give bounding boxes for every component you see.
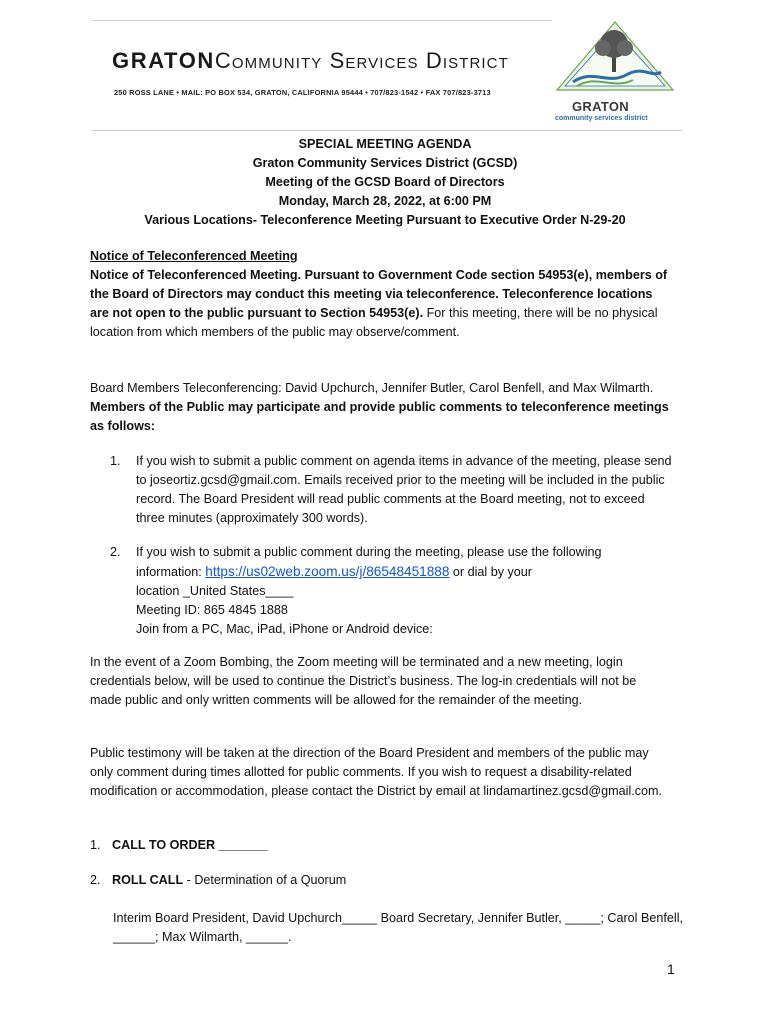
roll-call-text: Interim Board President, David Upchurch_____ Board Secretary, Jennifer Butler, _____; Carol Benfell, ______; Max Wilmarth, ______.	[113, 911, 683, 944]
district-address: 250 ROSS LANE • MAIL: PO BOX 534, GRATON, CALIFORNIA 95444 • 707/823-1542 • FAX 707/823-3713	[114, 88, 491, 97]
list-item-number: 1.	[110, 454, 121, 468]
board-paragraph	[90, 379, 670, 436]
agenda-item-label: CALL TO ORDER _______	[112, 838, 268, 852]
notice-plain-text: For this meeting, there will be no physical location from which members of the public may observe/comment.	[90, 306, 658, 339]
zoom-info-line	[136, 562, 672, 582]
district-name-line: Graton Community Services District (GCSD)	[252, 156, 518, 170]
dial-text: or dial by your	[449, 565, 533, 579]
district-title	[112, 48, 509, 74]
header-rule-top	[92, 20, 552, 21]
notice-bold-text: Notice of Teleconferenced Meeting. Pursuant to Government Code section 54953(e), members of the Board of Directors may conduct this meeting via teleconference. Teleconference locations are not open to the public pursuant to Section 54953(e).	[90, 268, 668, 320]
testimony-paragraph: Public testimony will be taken at the direction of the Board President and members of the public may only comment during times allotted for public comments. If you wish to request a disability-related modification or accommodation, please contact the District by email at lindamartinez.gcsd@gmail.com.	[90, 746, 663, 798]
agenda-item-number: 2.	[90, 873, 101, 887]
meeting-line: Meeting of the GCSD Board of Directors	[265, 175, 505, 189]
district-title-bold: GRATON	[112, 48, 215, 73]
list-item-text	[136, 543, 672, 639]
board-members-text: Board Members Teleconferencing: David Upchurch, Jennifer Butler, Carol Benfell, and Max Wilmarth.	[90, 381, 654, 395]
instruction-line: If you wish to submit a public comment during the meeting, please use the following	[136, 545, 602, 559]
info-label: information:	[136, 565, 206, 579]
date-line: Monday, March 28, 2022, at 6:00 PM	[278, 194, 492, 208]
agenda-item-label: ROLL CALL	[112, 873, 184, 887]
public-participation-text: Members of the Public may participate and provide public comments to teleconference meetings as follows:	[90, 400, 669, 433]
location-line: Various Locations- Teleconference Meeting Pursuant to Executive Order N-29-20	[144, 213, 626, 227]
page-number: 1	[667, 961, 675, 977]
agenda-item	[90, 871, 670, 890]
district-title-rest: Community Services District	[214, 48, 509, 73]
agenda-item-suffix: - Determination of a Quorum	[183, 873, 347, 887]
agenda-item-number: 1.	[90, 838, 101, 852]
join-text: Join from a PC, Mac, iPad, iPhone or Android device:	[136, 622, 433, 636]
logo-subtitle: community services district	[555, 115, 648, 122]
list-item-number: 2.	[110, 545, 121, 559]
notice-heading: Notice of Teleconferenced Meeting	[90, 249, 298, 263]
agenda-item	[90, 836, 670, 855]
meeting-id-text: Meeting ID: 865 4845 1888	[136, 603, 288, 617]
logo-name: GRATON	[572, 99, 629, 114]
notice-paragraph	[90, 266, 670, 342]
list-item-text: If you wish to submit a public comment on agenda items in advance of the meeting, please send to joseortiz.gcsd@gmail.com. Emails received prior to the meeting will be included in the public record. The Board President will read public comments at the Board meeting, not to exceed three minutes (approximately 300 words).	[136, 454, 672, 525]
zoom-link[interactable]: https://us02web.zoom.us/j/86548451888	[205, 564, 450, 579]
header-rule-bottom	[92, 130, 682, 131]
zoom-bombing-paragraph: In the event of a Zoom Bombing, the Zoom meeting will be terminated and a new meeting, login credentials below, will be used to continue the District’s business. The log-in credentials will not be made public and only written comments will be allowed for the remainder of the meeting.	[90, 655, 637, 707]
location-text: location _United States____	[136, 584, 294, 598]
agenda-title: SPECIAL MEETING AGENDA	[298, 137, 472, 151]
